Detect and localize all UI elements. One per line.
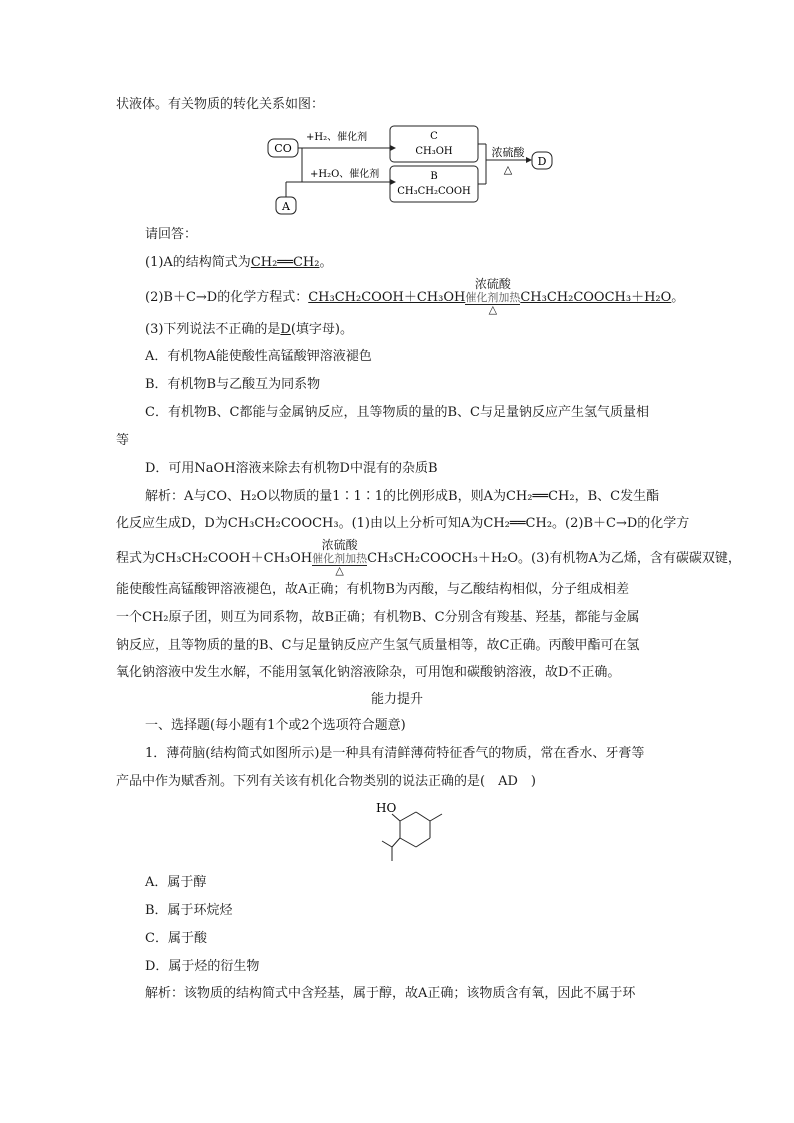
option-c: C．有机物B、C都能与金属钠反应，且等物质的量的B、C与足量钠反应产生氢气质量相 bbox=[145, 405, 649, 420]
intro-text: 状液体。有关物质的转化关系如图： bbox=[116, 97, 325, 112]
arrow-top-label: +H₂、催化剂 bbox=[306, 132, 368, 143]
heat-label: △ bbox=[503, 163, 513, 176]
b-name: B bbox=[430, 171, 438, 182]
acid-label: 浓硫酸 bbox=[491, 146, 525, 159]
question-3: (3)下列说法不正确的是D(填字母)。 bbox=[145, 322, 354, 337]
q1-option-c: C．属于酸 bbox=[145, 931, 207, 946]
analysis-line-7: 氧化钠溶液中发生水解，不能用氢氧化钠溶液除杂，可用饱和碳酸钠溶液，故D不正确。 bbox=[116, 665, 621, 680]
option-c-cont: 等 bbox=[116, 433, 130, 448]
box-c bbox=[390, 126, 478, 162]
ho-label: HO bbox=[376, 801, 397, 815]
q1-option-d: D．属于烃的衍生物 bbox=[145, 959, 260, 974]
b-formula: CH₃CH₂COOH bbox=[397, 186, 471, 197]
analysis-line-6: 钠反应，且等物质的量的B、C与足量钠反应产生氢气质量相等，故C正确。丙酸甲酯可在氢 bbox=[116, 638, 640, 653]
c-formula: CH₃OH bbox=[415, 146, 453, 157]
analysis-line-4: 能使酸性高锰酸钾溶液褪色，故A正确；有机物B为丙酸，与乙酸结构相似，分子组成相差 bbox=[116, 582, 629, 597]
box-d bbox=[532, 152, 552, 169]
reaction-condition: 浓硫酸 催化剂加热 △ bbox=[312, 538, 368, 577]
analysis-line-1: 解析：A与CO、H₂O以物质的量1∶1∶1的比例形成B，则A为CH₂══CH₂，B、C发生酯 bbox=[145, 489, 660, 504]
box-b bbox=[390, 166, 478, 202]
ask-text: 请回答： bbox=[145, 227, 198, 242]
question-1: (1)A的结构简式为CH₂══CH₂。 bbox=[145, 255, 333, 270]
d-label: D bbox=[537, 155, 547, 168]
question-1-line-1: 1．薄荷脑(结构简式如图所示)是一种具有清鲜薄荷特征香气的物质，常在香水、牙膏等 bbox=[145, 746, 645, 761]
menthol-structure bbox=[370, 795, 450, 865]
box-a bbox=[276, 197, 296, 214]
question-2: (2)B＋C→D的化学方程式：CH₃CH₂COOH＋CH₃OH 浓硫酸 催化剂加热 △ CH₃CH₂COOCH₃＋H₂O。 bbox=[145, 277, 685, 316]
c-name: C bbox=[430, 131, 438, 142]
co-label: CO bbox=[274, 142, 292, 155]
question-1-line-2: 产品中作为赋香剂。下列有关该有机化合物类别的说法正确的是( AD ) bbox=[116, 774, 536, 789]
option-a: A．有机物A能使酸性高锰酸钾溶液褪色 bbox=[145, 349, 372, 364]
reaction-diagram bbox=[262, 118, 562, 218]
arrow-bottom-label: +H₂O、催化剂 bbox=[310, 169, 380, 180]
final-analysis: 解析：该物质的结构简式中含羟基，属于醇，故A正确；该物质含有氧，因此不属于环 bbox=[145, 986, 636, 1001]
box-co bbox=[268, 139, 298, 157]
q1-option-b: B．属于环烷烃 bbox=[145, 903, 233, 918]
q1-option-a: A．属于醇 bbox=[145, 875, 207, 890]
option-d: D．可用NaOH溶液来除去有机物D中混有的杂质B bbox=[145, 461, 438, 476]
analysis-line-5: 一个CH₂原子团，则互为同系物，故B正确；有机物B、C分别含有羧基、羟基，都能与金属 bbox=[116, 610, 640, 625]
analysis-line-2: 化反应生成D，D为CH₃CH₂COOCH₃。(1)由以上分析可知A为CH₂══CH₂。(2)B＋C→D的化学方 bbox=[116, 516, 690, 531]
option-b: B．有机物B与乙酸互为同系物 bbox=[145, 377, 321, 392]
a-label: A bbox=[282, 200, 290, 213]
part-title: 一、选择题(每小题有1个或2个选项符合题意) bbox=[145, 718, 406, 733]
reaction-condition: 浓硫酸 催化剂加热 △ bbox=[465, 277, 521, 316]
analysis-line-3: 程式为CH₃CH₂COOH＋CH₃OH 浓硫酸 催化剂加热 △ CH₃CH₂COOCH₃＋H₂O。(3)有机物A为乙烯，含有碳碳双键， bbox=[116, 538, 741, 577]
section-title: 能力提升 bbox=[370, 692, 423, 707]
